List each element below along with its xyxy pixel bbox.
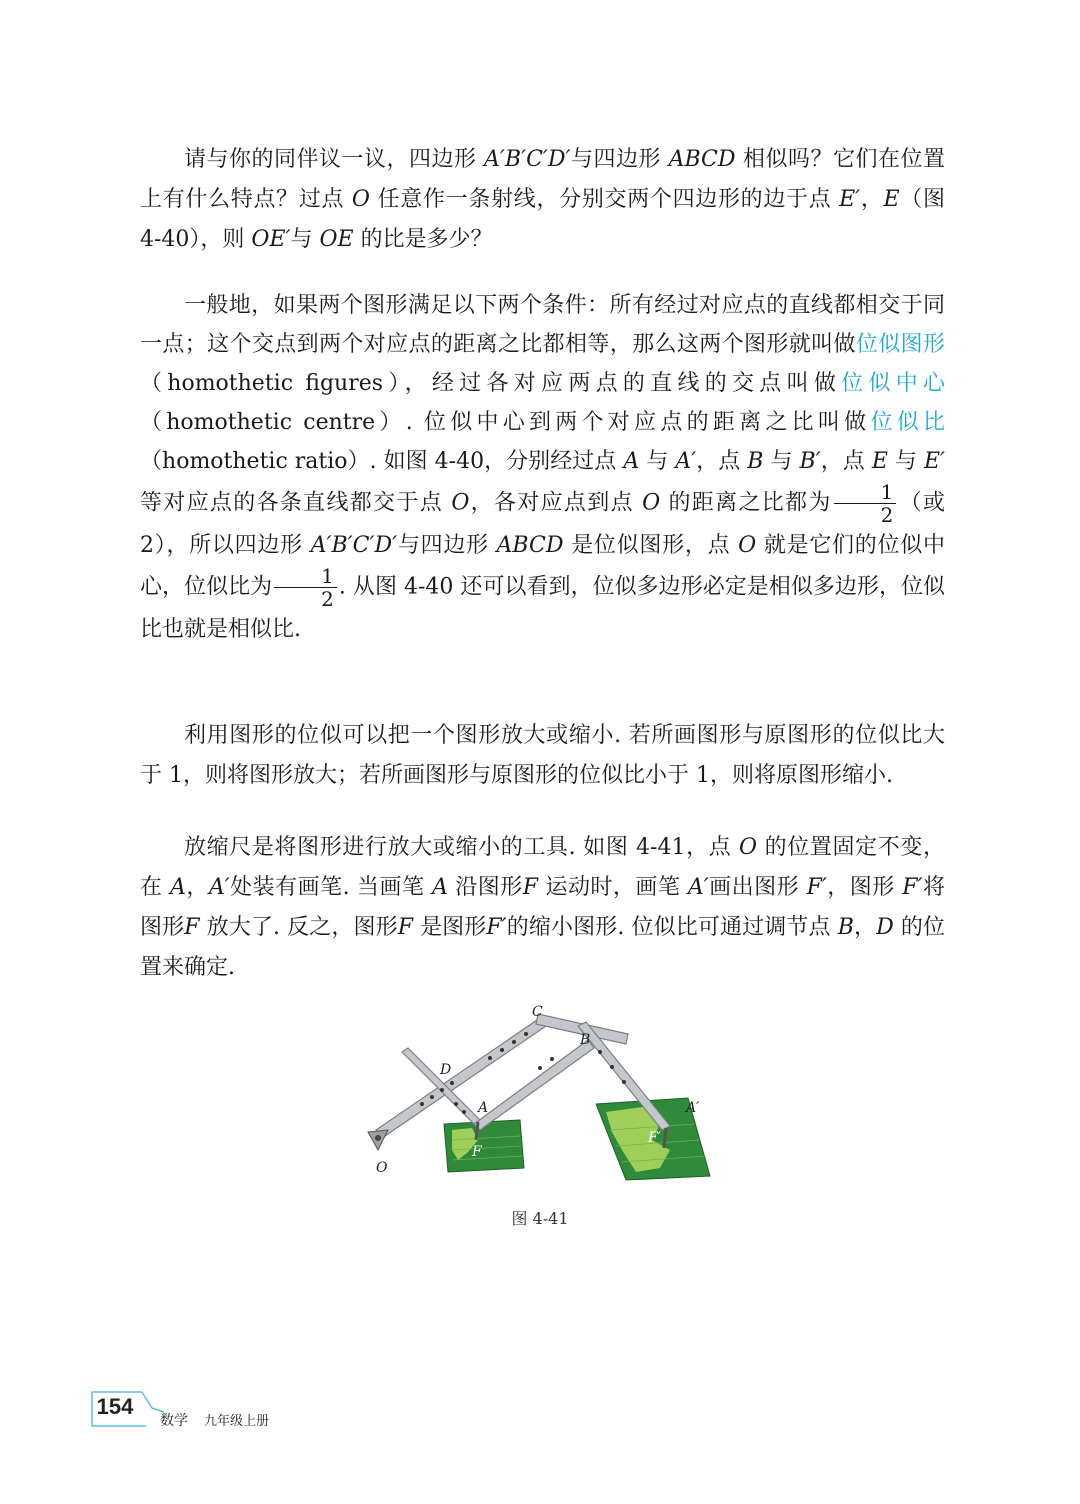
pen-a <box>476 1122 478 1140</box>
label-a-prime: A′ <box>686 1100 700 1116</box>
paragraph-discussion: 请与你的同伴议一议，四边形 A′B′C′D′与四边形 ABCD 相似吗？它们在位置上有什么特点？过点 O 任意作一条射线，分别交两个四边形的边于点 E′，E（图 4-40），则 OE′与 OE 的比是多少？ <box>140 147 946 252</box>
term-homothetic-figures: 位似图形 <box>855 332 945 357</box>
fraction-one-half: $\frac{1}{2}$ <box>834 481 897 526</box>
fraction-one-half: $\frac{1}{2}$ <box>274 565 337 610</box>
footer-grade: 九年级上册 <box>204 1414 270 1429</box>
label-b: B <box>580 1032 591 1048</box>
page-number: 154 <box>96 1394 134 1419</box>
label-a: A <box>478 1100 489 1116</box>
term-homothetic-centre: 位似中心 <box>841 371 945 396</box>
paragraph-pantograph: 放缩尺是将图形进行放大或缩小的工具. 如图 4-41，点 O 的位置固定不变，在 A，A′处装有画笔. 当画笔 A 沿图形F 运动时，画笔 A′画出图形 F′，图形 F′将图形F 放大了. 反之，图形F 是图形F′的缩小图形. 位似比可通过调节点 B，D 的位置来确定. <box>140 835 945 980</box>
fixed-pivot-o <box>368 1130 388 1150</box>
label-c: C <box>532 1004 543 1020</box>
term-homothetic-ratio: 位似比 <box>870 410 945 435</box>
label-o: O <box>376 1160 388 1176</box>
paragraph-enlarge-reduce: 利用图形的位似可以把一个图形放大或缩小. 若所画图形与原图形的位似比大于 1，则将图形放大；若所画图形与原图形的位似比小于 1，则将原图形缩小. <box>140 723 945 788</box>
pen-a-prime <box>664 1128 666 1148</box>
label-f: F <box>472 1144 482 1160</box>
footer-subject: 数学 <box>160 1413 188 1429</box>
label-f-prime: F′ <box>648 1130 661 1146</box>
label-d: D <box>440 1062 452 1078</box>
paragraph-definition: 一般地，如果两个图形满足以下两个条件：所有经过对应点的直线都相交于同一点；这个交点到两个对应点的距离之比都相等，那么这两个图形就叫做位似图形（homothetic figures），经过各对应两点的直线的交点叫做位似中心（homothetic centre）. 位似中心到两个对应点的距离之比叫做位似比（homothetic ratio）. 如图 4-40，分别经过点 A 与 A′，点 B 与 B′，点 E 与 E′ 等对应点的各条直线都交于点 O，各对应点到点 O 的距离之比都为 $\frac{1}{2}$ （或 2），所以四边形 A′B′C′D′与四边形 ABCD 是位似图形，点 O 就是它们的位似中心，位似比为 $\frac{1}{2}$ . 从图 4-40 还可以看到，位似多边形必定是相似多边形，位似比也就是相似比. <box>140 293 946 642</box>
pantograph-figure <box>360 1000 730 1185</box>
figure-caption: 图 4-41 <box>511 1209 569 1228</box>
